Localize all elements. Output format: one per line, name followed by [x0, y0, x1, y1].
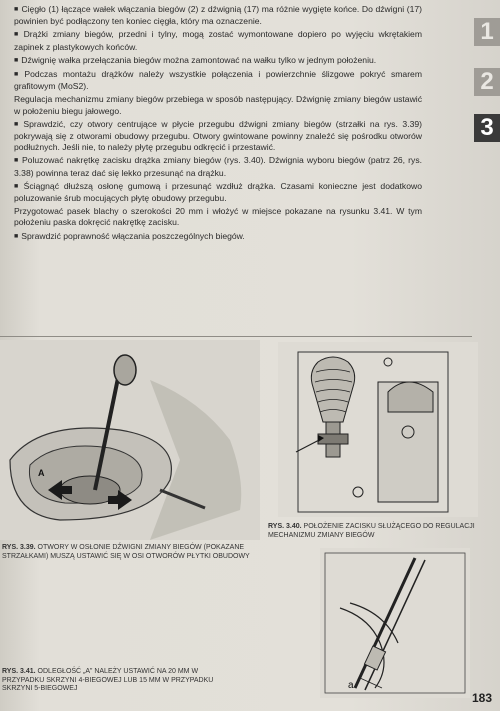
chapter-tab-3[interactable]: 3 — [474, 114, 500, 142]
dimension-label-a: a — [348, 680, 354, 691]
paragraph-4: ■ Podczas montażu drążków należy wszystkie połączenia i powierzchnie ślizgowe pokryć smarem grafitowym (MoS2). — [14, 69, 422, 92]
paragraph-1: ■ Cięgło (1) łączące wałek włączania biegów (2) z dźwignią (17) ma różnie wygięte końce. Do dźwigni (17) powinien być podłączony ten koniec cięgła, który ma oznaczenie. — [14, 4, 422, 27]
caption-text-3-40: POŁOŻENIE ZACISKU SŁUŻĄCEGO DO REGULACJI MECHANIZMU ZMIANY BIEGÓW — [268, 523, 475, 539]
caption-text-3-39: OTWORY W OSŁONIE DŹWIGNI ZMIANY BIEGÓW (POKAZANE STRZAŁKAMI) MUSZĄ USTAWIĆ SIĘ W OSI OTWORÓW PŁYTKI OBUDOWY — [2, 544, 250, 560]
chapter-tab-2[interactable]: 2 — [474, 68, 500, 96]
caption-fig-3-40 — [268, 523, 478, 540]
caption-label-3-41: RYS. 3.41. — [2, 668, 36, 675]
caption-label-3-40: RYS. 3.40. — [268, 523, 302, 530]
paragraph-6: ■ Sprawdzić, czy otwory centrujące w płycie przegubu dźwigni zmiany biegów (strzałki na rys. 3.39) pokrywają się z otworami obudowy przegubu. Otwory gwintowane powinny znaleźć się pośrodku otworów podłużnych. Jeśli nie, to należy płytę przegubu odkręcić i przestawić. — [14, 119, 422, 154]
paragraph-2: ■ Drążki zmiany biegów, przedni i tylny, mogą zostać wymontowane dopiero po wyjęciu wkrętakiem zapinek z plastykowych końców. — [14, 29, 422, 52]
instruction-text — [14, 4, 422, 245]
paragraph-8: ■ Ściągnąć dłuższą osłonę gumową i przesunąć wzdłuż drążka. Czasami konieczne jest dodatkowo poluzowanie śrub mocujących płytę obudowy przegubu. — [14, 181, 422, 204]
arrow-label-a: A — [38, 468, 45, 478]
figure-3-40-illustration — [278, 342, 478, 517]
chapter-tabs — [472, 0, 500, 150]
section-divider — [0, 336, 472, 337]
figure-3-41-illustration — [320, 548, 470, 698]
chapter-tab-1[interactable]: 1 — [474, 18, 500, 46]
paragraph-3: ■ Dźwignię wałka przełączania biegów można zamontować na wałku tylko w jednym położeniu. — [14, 55, 422, 67]
figure-3-39-illustration — [0, 340, 260, 540]
paragraph-9: Przygotować pasek blachy o szerokości 20 mm i włożyć w miejsce pokazane na rysunku 3.41. W tym położeniu paska dokręcić nakrętkę zacisku. — [14, 206, 422, 228]
paragraph-5: Regulacja mechanizmu zmiany biegów przebiega w sposób następujący. Dźwignię zmiany biegów ustawić w położeniu biegu jałowego. — [14, 94, 422, 116]
paragraph-10: ■ Sprawdzić poprawność włączania poszczególnych biegów. — [14, 231, 422, 243]
paragraph-7: ■ Poluzować nakrętkę zacisku drążka zmiany biegów (rys. 3.40). Dźwignia wyboru biegów (patrz 26, rys. 3.38) powinna teraz dać się lekko przesunąć na drążku. — [14, 155, 422, 178]
caption-label-3-39: RYS. 3.39. — [2, 544, 36, 551]
page-number: 183 — [471, 691, 492, 705]
caption-fig-3-41 — [2, 668, 232, 694]
caption-text-3-41: ODLEGŁOŚĆ „A” NALEŻY USTAWIĆ NA 20 MM W PRZYPADKU SKRZYNI 4-BIEGOWEJ LUB 15 MM W PRZYPADKU SKRZYNI 5-BIEGOWEJ — [2, 668, 214, 692]
caption-fig-3-39 — [2, 544, 252, 561]
